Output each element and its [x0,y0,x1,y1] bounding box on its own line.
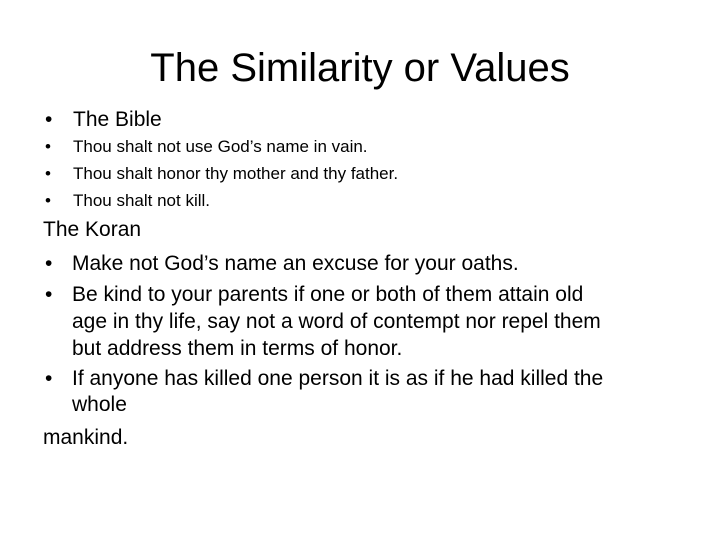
bullet-marker: • [45,283,53,306]
bullet-marker: • [45,191,51,210]
koran-item-2-line-2: age in thy life, say not a word of contempt nor repel them [72,310,601,333]
bullet-marker: • [45,108,53,131]
bullet-marker: • [45,252,53,275]
bullet-marker: • [45,367,53,390]
koran-trailing-text: mankind. [43,426,129,449]
bible-heading: The Bible [73,108,162,131]
bullet-marker: • [45,164,51,183]
slide-title: The Similarity or Values [150,46,570,90]
koran-item-2-line-3: but address them in terms of honor. [72,337,403,360]
bible-item-2: Thou shalt honor thy mother and thy father. [73,164,399,183]
koran-item-2-line-1: Be kind to your parents if one or both of them attain old [72,283,584,306]
koran-item-3-line-1: If anyone has killed one person it is as if he had killed the [72,367,604,390]
bible-item-1: Thou shalt not use God’s name in vain. [73,137,368,156]
bullet-marker: • [45,137,51,156]
bible-item-3: Thou shalt not kill. [73,191,211,210]
koran-item-3-line-2: whole [72,393,127,416]
koran-heading: The Koran [43,218,142,241]
koran-item-1: Make not God’s name an excuse for your oaths. [72,252,519,275]
